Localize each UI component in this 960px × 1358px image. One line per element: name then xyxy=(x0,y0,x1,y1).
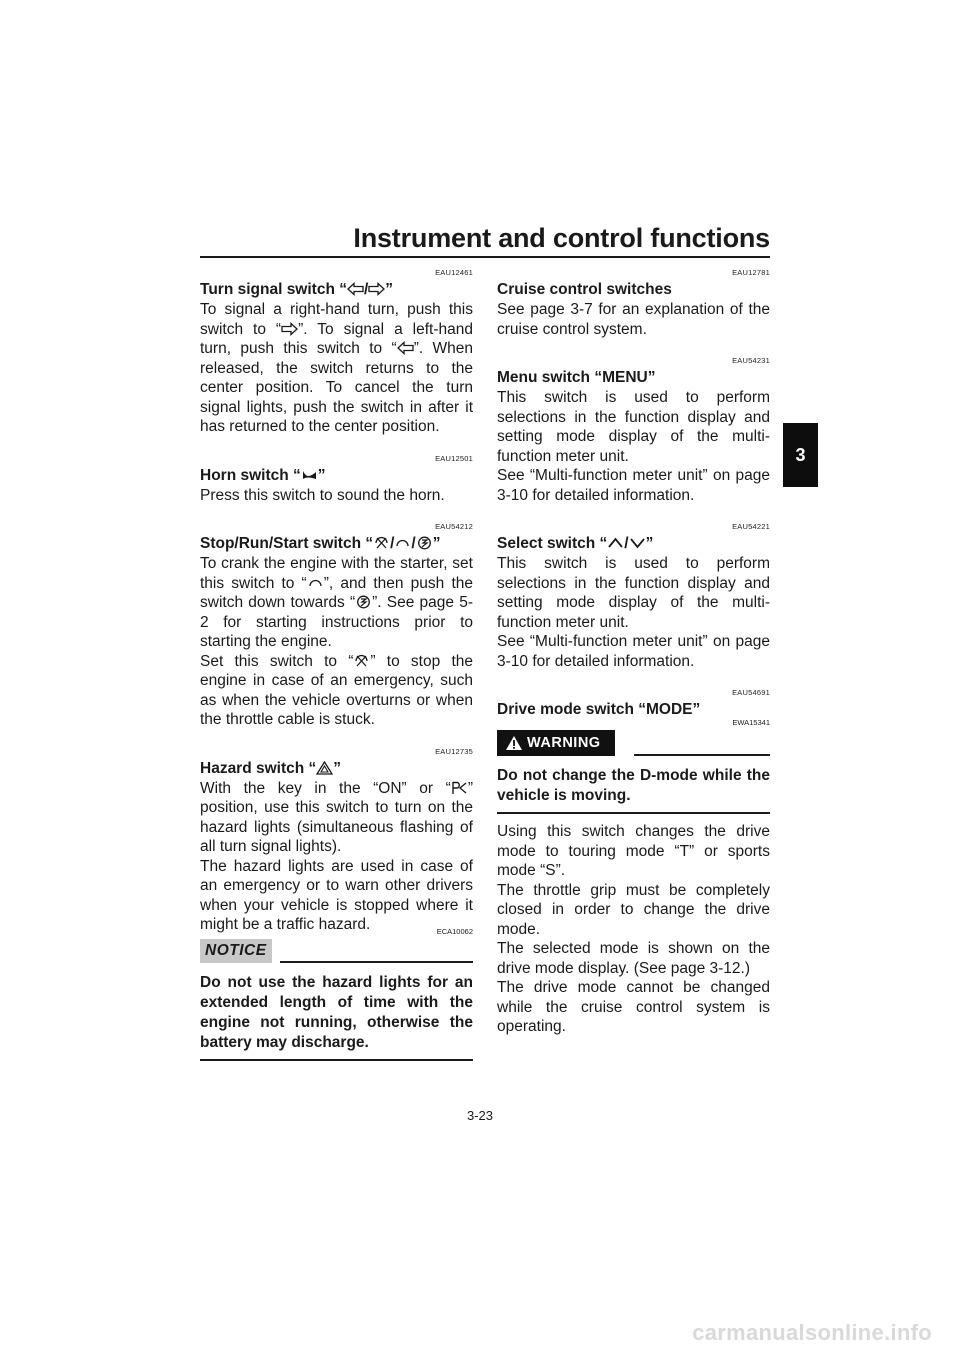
section-body: This switch is used to perform selections in the function display and setting mode display of the multi-function meter unit. xyxy=(497,555,770,631)
section-body: The throttle grip must be completely closed in order to change the drive mode. xyxy=(497,881,770,938)
section-body: Using this switch changes the drive mode to touring mode “T” or sports mode “S”. xyxy=(497,823,770,879)
notice-text: Do not use the hazard lights for an extended length of time with the engine not running, otherwise the battery may discharge. xyxy=(200,973,473,1051)
page-header-title: Instrument and control functions xyxy=(353,223,770,253)
section-code: EAU12501 xyxy=(435,453,473,463)
turn-signal-section xyxy=(200,268,473,437)
notice-label: NOTICE xyxy=(200,939,272,963)
engine-run-icon xyxy=(394,536,411,550)
notice-rule xyxy=(280,961,473,963)
section-code: EAU54221 xyxy=(732,522,770,531)
engine-start-icon xyxy=(355,595,372,609)
section-body: See page 3-7 for an explanation of the cruise control system. xyxy=(497,301,770,338)
section-code: EAU12735 xyxy=(435,746,473,756)
section-title: Stop/Run/Start switch “ / / ” xyxy=(200,535,441,552)
parking-icon xyxy=(451,781,468,795)
section-code: EAU12461 xyxy=(435,268,473,277)
chevron-up-icon xyxy=(607,536,624,550)
notice-code: ECA10062 xyxy=(436,926,473,936)
section-title: Select switch “ / ” xyxy=(497,535,654,552)
engine-start-icon xyxy=(416,536,433,550)
select-switch-section xyxy=(497,522,770,671)
notice-header xyxy=(200,926,473,965)
chapter-tab: 3 xyxy=(783,423,818,487)
turn-left-icon xyxy=(347,282,364,296)
section-code: EAU54691 xyxy=(732,688,770,697)
section-title: Turn signal switch “ / ” xyxy=(200,281,394,298)
section-body: To crank the engine with the starter, set this switch to “ ”, and then push the switch down towards “ ”. See page 5-2 for starting instructions prior to starting the engine. xyxy=(200,555,473,650)
stop-run-start-section xyxy=(200,522,473,730)
section-body: The selected mode is shown on the drive mode display. (See page 3-12.) xyxy=(497,940,770,977)
left-column xyxy=(200,268,473,1061)
cruise-control-section xyxy=(497,268,770,339)
section-title: Horn switch “ ” xyxy=(200,466,326,484)
right-column xyxy=(497,268,770,1037)
warning-badge xyxy=(497,730,615,756)
warning-triangle-icon xyxy=(505,735,523,751)
engine-stop-icon xyxy=(373,536,390,550)
warning-header xyxy=(497,718,770,758)
page-number: 3-23 xyxy=(466,1108,494,1123)
section-body: This switch is used to perform selections in the function display and setting mode display of the multi-function meter unit. xyxy=(497,389,770,465)
header-rule xyxy=(200,256,770,258)
drive-mode-section xyxy=(497,688,770,1037)
section-body: Press this switch to sound the horn. xyxy=(200,486,445,504)
section-body: Set this switch to “ ” to stop the engine in case of an emergency, such as when the vehicle overturns or when the throttle cable is stuck. xyxy=(200,652,473,728)
section-code: EAU54212 xyxy=(435,522,473,531)
section-title: Cruise control switches xyxy=(497,281,672,298)
warning-label: WARNING xyxy=(527,735,601,751)
engine-stop-icon xyxy=(353,654,370,668)
section-body: To signal a right-hand turn, push this switch to “ ”. To signal a left-hand turn, push this switch to “ ”. When released, the switch returns to the center position. To cancel the turn signal lights, push the switch in after it has returned to the center position. xyxy=(200,301,474,435)
section-code: EAU54231 xyxy=(732,356,770,365)
hazard-section xyxy=(200,747,473,935)
hazard-icon xyxy=(316,761,333,775)
section-title: Drive mode switch “MODE” xyxy=(497,701,701,718)
warning-text: Do not change the D-mode while the vehicle is moving. xyxy=(497,767,770,804)
turn-right-icon xyxy=(281,322,298,336)
section-title: Menu switch “MENU” xyxy=(497,369,656,386)
chevron-down-icon xyxy=(629,536,646,550)
notice-end-rule xyxy=(200,1059,473,1061)
turn-right-icon xyxy=(368,282,385,296)
section-body: With the key in the “ON” or “ ” position, use this switch to turn on the hazard lights (simultaneous flashing of all turn signal lights). xyxy=(200,779,473,855)
warning-rule xyxy=(634,754,770,756)
section-title: Hazard switch “ ” xyxy=(200,759,342,777)
warning-end-rule xyxy=(497,812,770,814)
section-code: EAU12781 xyxy=(732,268,770,277)
horn-section xyxy=(200,454,473,506)
menu-switch-section xyxy=(497,356,770,505)
section-body: The hazard lights are used in case of an emergency or to warn other drivers when your vehicle is stopped where it might be a traffic hazard. xyxy=(200,857,473,933)
section-body: See “Multi-function meter unit” on page 3-10 for detailed information. xyxy=(497,633,770,670)
section-body: The drive mode cannot be changed while the cruise control system is operating. xyxy=(497,979,770,1035)
engine-run-icon xyxy=(307,576,324,590)
section-body: See “Multi-function meter unit” on page 3-10 for detailed information. xyxy=(497,467,770,504)
turn-left-icon xyxy=(397,341,414,355)
horn-icon xyxy=(301,468,318,482)
footer-watermark: carmanualsonline.info xyxy=(692,1320,932,1345)
warning-code: EWA15341 xyxy=(732,718,770,727)
